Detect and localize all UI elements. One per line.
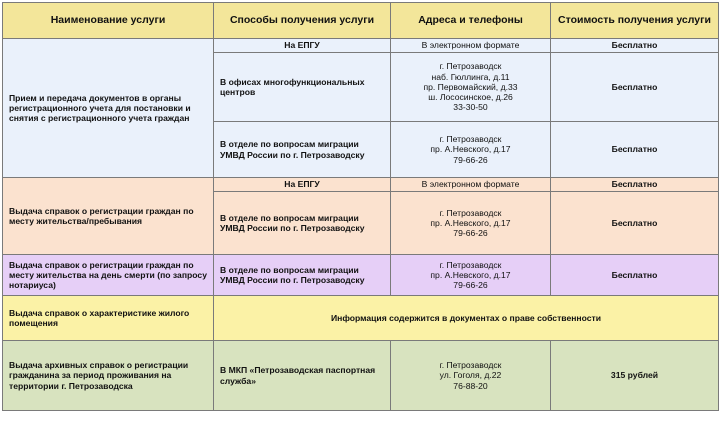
method-cell: На ЕПГУ (214, 39, 391, 53)
service-name: Выдача архивных справок о регистрации гражданина за период проживания на территории г. Петрозаводска (3, 341, 214, 411)
address-line: пр. А.Невского, д.17 (430, 144, 511, 155)
address-line: г. Петрозаводск (439, 259, 502, 270)
address-line: г. Петрозаводск (439, 360, 502, 371)
address-line: В электронном формате (421, 179, 520, 190)
price-cell: Бесплатно (551, 255, 719, 296)
address-line: пр. А.Невского, д.17 (430, 217, 511, 228)
service-name: Прием и передача документов в органы регистрационного учета для постановки и снятия с регистрационного учета граждан (3, 39, 214, 178)
header-service-name: Наименование услуги (3, 3, 214, 39)
services-table (2, 2, 719, 411)
header-address: Адреса и телефоны (391, 3, 551, 39)
method-cell: В МКП «Петрозаводская паспортная служба» (214, 341, 391, 411)
service-name: Выдача справок о регистрации граждан по месту жительства/пребывания (3, 178, 214, 255)
address-cell (391, 255, 551, 296)
address-phone: 79-66-26 (453, 280, 488, 291)
address-cell (391, 39, 551, 53)
table-row (3, 178, 719, 192)
address-line: г. Петрозаводск (439, 134, 502, 145)
address-line: В электронном формате (421, 40, 520, 51)
table-row (3, 39, 719, 53)
method-cell: В отделе по вопросам миграции УМВД России по г. Петрозаводску (214, 192, 391, 255)
address-line: пр. А.Невского, д.17 (430, 269, 511, 280)
address-line: г. Петрозаводск (439, 207, 502, 218)
service-name: Выдача справок о регистрации граждан по месту жительства на день смерти (по запросу нотариуса) (3, 255, 214, 296)
address-cell (391, 53, 551, 122)
table-row (3, 296, 719, 341)
price-cell: Бесплатно (551, 39, 719, 53)
table-row (3, 341, 719, 411)
info-cell: Информация содержится в документах о праве собственности (214, 296, 719, 341)
table-row (3, 255, 719, 296)
address-line: г. Петрозаводск (439, 61, 502, 72)
address-line: пр. Первомайский, д.33 (423, 81, 518, 92)
price-cell: Бесплатно (551, 122, 719, 178)
address-cell (391, 122, 551, 178)
price-cell: Бесплатно (551, 192, 719, 255)
method-cell: В офисах многофункциональных центров (214, 53, 391, 122)
service-name: Выдача справок о характеристике жилого помещения (3, 296, 214, 341)
address-phone: 33-30-50 (453, 102, 488, 113)
address-cell (391, 192, 551, 255)
method-cell: На ЕПГУ (214, 178, 391, 192)
method-cell: В отделе по вопросам миграции УМВД России по г. Петрозаводску (214, 255, 391, 296)
address-line: ул. Гоголя, д.22 (439, 370, 502, 381)
address-line: ш. Лососинское, д.26 (428, 92, 513, 103)
table-header-row (3, 3, 719, 39)
address-cell (391, 341, 551, 411)
address-phone: 79-66-26 (453, 154, 488, 165)
header-method: Способы получения услуги (214, 3, 391, 39)
price-cell: Бесплатно (551, 53, 719, 122)
address-cell (391, 178, 551, 192)
address-phone: 79-66-26 (453, 228, 488, 239)
price-cell: Бесплатно (551, 178, 719, 192)
address-phone: 76-88-20 (453, 380, 488, 391)
method-cell: В отделе по вопросам миграции УМВД России по г. Петрозаводску (214, 122, 391, 178)
address-line: наб. Гюллинга, д.11 (431, 71, 510, 82)
header-price: Стоимость получения услуги (551, 3, 719, 39)
price-cell: 315 рублей (551, 341, 719, 411)
